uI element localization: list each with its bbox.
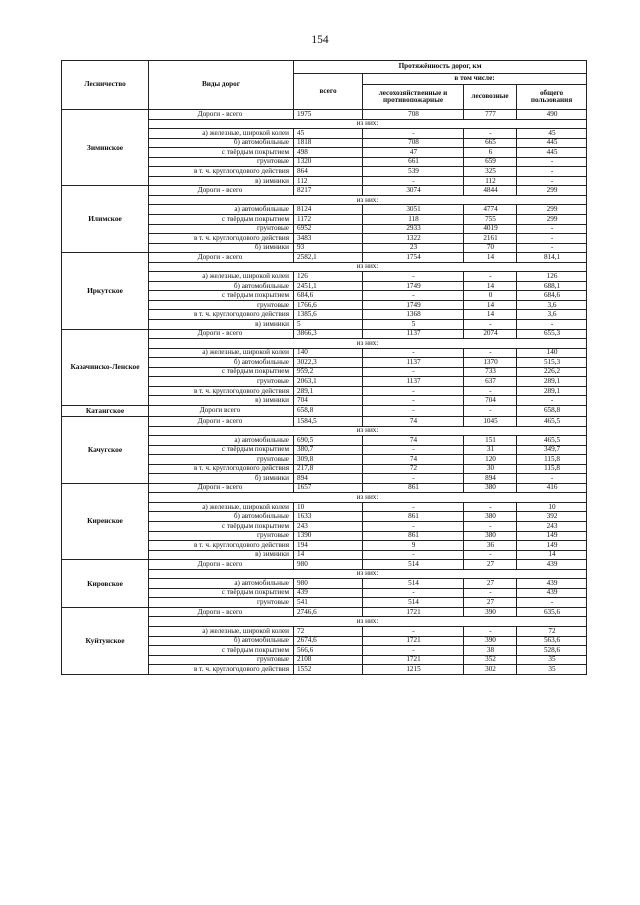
value-total: 1818 [294, 138, 363, 148]
value-forest-fire: 1322 [363, 234, 464, 244]
table-row [62, 607, 587, 617]
value-total: 684,6 [294, 291, 363, 301]
forestry-name: Иркутское [62, 253, 149, 329]
value-public: 349,7 [517, 445, 587, 455]
value-public: 528,6 [517, 646, 587, 656]
value-public: 72 [517, 626, 587, 636]
road-type-label: б) автомобильные [149, 358, 294, 368]
value-total: 566,6 [294, 646, 363, 656]
value-total: 1657 [294, 483, 363, 493]
value-public: - [517, 176, 587, 186]
value-forest-fire: 514 [363, 579, 464, 589]
value-forest-removal: 31 [464, 445, 517, 455]
value-public: 515,3 [517, 358, 587, 368]
value-public: 35 [517, 665, 587, 675]
value-forest-fire: - [363, 405, 464, 416]
page-number: 154 [311, 34, 329, 46]
value-total: 243 [294, 521, 363, 531]
value-total: 2582,1 [294, 253, 363, 263]
value-forest-fire: - [363, 129, 464, 139]
value-public: 299 [517, 205, 587, 215]
subheader-of-which: из них: [149, 262, 587, 272]
value-forest-removal: 30 [464, 464, 517, 474]
table-row [62, 186, 587, 196]
value-forest-fire: 1721 [363, 607, 464, 617]
value-forest-removal: 4019 [464, 224, 517, 234]
value-public: 35 [517, 655, 587, 665]
value-forest-removal: - [464, 272, 517, 282]
value-forest-removal: 733 [464, 367, 517, 377]
value-forest-fire: - [363, 176, 464, 186]
value-total: 5 [294, 320, 363, 330]
road-type-label: а) железные, широкой колеи [149, 626, 294, 636]
road-type-label: Дороги - всего [149, 416, 294, 426]
road-type-label: грунтовые [149, 157, 294, 167]
value-forest-removal: 380 [464, 512, 517, 522]
road-type-label: а) железные, широкой колеи [149, 502, 294, 512]
value-forest-removal: 637 [464, 377, 517, 387]
value-forest-removal: 1370 [464, 358, 517, 368]
value-public: 115,8 [517, 455, 587, 465]
road-type-label: б) автомобильные [149, 281, 294, 291]
road-type-label: с твёрдым покрытием [149, 148, 294, 158]
road-type-label: Дороги - всего [149, 110, 294, 120]
value-total: 309,8 [294, 455, 363, 465]
header-public: общего пользования [517, 85, 587, 110]
value-public: 149 [517, 531, 587, 541]
value-forest-removal: 27 [464, 598, 517, 608]
value-forest-fire: 861 [363, 512, 464, 522]
value-public: 563,6 [517, 636, 587, 646]
value-public: - [517, 234, 587, 244]
value-forest-fire: - [363, 445, 464, 455]
value-forest-removal: 2074 [464, 329, 517, 339]
value-forest-removal: 0 [464, 291, 517, 301]
value-forest-removal: 4774 [464, 205, 517, 215]
subheader-of-which: из них: [149, 426, 587, 436]
value-public: - [517, 224, 587, 234]
value-forest-fire: - [363, 502, 464, 512]
value-forest-removal: 38 [464, 646, 517, 656]
forestry-name: Казачинско-Ленское [62, 329, 149, 405]
value-total: 439 [294, 588, 363, 598]
road-type-label: в т. ч. круглогодового действия [149, 310, 294, 320]
road-type-label: с твёрдым покрытием [149, 215, 294, 225]
value-public: 14 [517, 550, 587, 560]
value-total: 1633 [294, 512, 363, 522]
value-public: 635,6 [517, 607, 587, 617]
value-forest-fire: 1754 [363, 253, 464, 263]
road-type-label: Дороги - всего [149, 329, 294, 339]
value-forest-removal: 27 [464, 560, 517, 570]
value-public: 140 [517, 348, 587, 358]
subheader-of-which: из них: [149, 339, 587, 349]
road-type-label: Дороги - всего [149, 560, 294, 570]
value-public: 439 [517, 560, 587, 570]
value-public: 289,1 [517, 386, 587, 396]
value-total: 1584,5 [294, 416, 363, 426]
value-public: 3,6 [517, 310, 587, 320]
road-type-label: с твёрдым покрытием [149, 521, 294, 531]
forestry-name: Качугское [62, 416, 149, 483]
value-forest-removal: 120 [464, 455, 517, 465]
value-forest-removal: 36 [464, 541, 517, 551]
value-forest-removal: 325 [464, 167, 517, 177]
road-type-label: грунтовые [149, 300, 294, 310]
value-total: 1385,6 [294, 310, 363, 320]
road-type-label: в т. ч. круглогодового действия [149, 386, 294, 396]
road-type-label: с твёрдым покрытием [149, 291, 294, 301]
value-total: 217,8 [294, 464, 363, 474]
road-type-label: в т. ч. круглогодового действия [149, 234, 294, 244]
value-forest-removal: - [464, 320, 517, 330]
road-type-label: в т. ч. круглогодового действия [149, 665, 294, 675]
forestry-name: Киренское [62, 483, 149, 559]
value-total: 8217 [294, 186, 363, 196]
value-total: 380,7 [294, 445, 363, 455]
value-total: 72 [294, 626, 363, 636]
value-forest-fire: 708 [363, 138, 464, 148]
header-forestry: Лесничество [62, 61, 149, 110]
value-forest-fire: 1368 [363, 310, 464, 320]
road-type-label: грунтовые [149, 598, 294, 608]
value-public: 814,1 [517, 253, 587, 263]
value-forest-fire: 72 [363, 464, 464, 474]
value-forest-fire: 118 [363, 215, 464, 225]
value-forest-removal: 151 [464, 436, 517, 446]
value-public: - [517, 474, 587, 484]
value-forest-fire: 1749 [363, 281, 464, 291]
value-public: 439 [517, 588, 587, 598]
value-total: 2108 [294, 655, 363, 665]
value-forest-fire: 1215 [363, 665, 464, 675]
value-public: 445 [517, 138, 587, 148]
subheader-of-which: из них: [149, 119, 587, 129]
value-forest-fire: - [363, 550, 464, 560]
value-forest-removal: 777 [464, 110, 517, 120]
value-public: - [517, 157, 587, 167]
value-forest-fire: 708 [363, 110, 464, 120]
value-forest-fire: 1749 [363, 300, 464, 310]
road-type-label: а) железные, широкой колеи [149, 348, 294, 358]
road-type-label: в) зимники [149, 176, 294, 186]
value-total: 2674,6 [294, 636, 363, 646]
value-total: 2063,1 [294, 377, 363, 387]
subheader-of-which: из них: [149, 569, 587, 579]
value-public: 243 [517, 521, 587, 531]
value-forest-removal: 659 [464, 157, 517, 167]
value-total: 1975 [294, 110, 363, 120]
value-forest-removal: 27 [464, 579, 517, 589]
road-type-label: Дороги всего [149, 405, 294, 416]
value-total: 112 [294, 176, 363, 186]
road-type-label: а) автомобильные [149, 579, 294, 589]
value-total: 6952 [294, 224, 363, 234]
value-total: 3866,3 [294, 329, 363, 339]
value-forest-fire: 1137 [363, 377, 464, 387]
value-public: - [517, 243, 587, 253]
value-forest-removal: 302 [464, 665, 517, 675]
header-forest-fire: лесохозяйственные и противопожарные [363, 85, 464, 110]
value-forest-removal: 894 [464, 474, 517, 484]
road-type-label: Дороги - всего [149, 186, 294, 196]
road-type-label: Дороги - всего [149, 607, 294, 617]
value-public: 416 [517, 483, 587, 493]
value-forest-fire: 2933 [363, 224, 464, 234]
value-total: 3022,3 [294, 358, 363, 368]
value-public: - [517, 598, 587, 608]
value-public: 439 [517, 579, 587, 589]
value-forest-fire: 5 [363, 320, 464, 330]
value-total: 1320 [294, 157, 363, 167]
road-type-label: б) автомобильные [149, 138, 294, 148]
value-forest-fire: - [363, 291, 464, 301]
value-public: 149 [517, 541, 587, 551]
header-road-types: Виды дорог [149, 61, 294, 110]
value-forest-fire: 74 [363, 436, 464, 446]
value-total: 2451,1 [294, 281, 363, 291]
header-including: в том числе: [363, 74, 587, 85]
value-total: 289,1 [294, 386, 363, 396]
road-type-label: Дороги - всего [149, 253, 294, 263]
value-forest-removal: 755 [464, 215, 517, 225]
value-forest-fire: 1137 [363, 358, 464, 368]
value-forest-fire: 3051 [363, 205, 464, 215]
value-total: 1552 [294, 665, 363, 675]
value-public: 3,6 [517, 300, 587, 310]
value-total: 8124 [294, 205, 363, 215]
value-forest-fire: - [363, 396, 464, 406]
value-forest-fire: 514 [363, 598, 464, 608]
road-type-label: с твёрдым покрытием [149, 445, 294, 455]
header-length: Протяжённость дорог, км [294, 61, 587, 74]
value-total: 10 [294, 502, 363, 512]
road-type-label: грунтовые [149, 377, 294, 387]
value-public: 126 [517, 272, 587, 282]
value-public: 299 [517, 186, 587, 196]
subheader-of-which: из них: [149, 493, 587, 503]
value-total: 498 [294, 148, 363, 158]
value-forest-fire: 661 [363, 157, 464, 167]
value-forest-fire: 539 [363, 167, 464, 177]
road-type-label: в) зимники [149, 320, 294, 330]
value-forest-removal: 70 [464, 243, 517, 253]
value-total: 2746,6 [294, 607, 363, 617]
road-type-label: в т. ч. круглогодового действия [149, 464, 294, 474]
road-type-label: грунтовые [149, 655, 294, 665]
value-public: 45 [517, 129, 587, 139]
table-row [62, 110, 587, 120]
value-forest-removal: 390 [464, 636, 517, 646]
value-total: 126 [294, 272, 363, 282]
value-total: 980 [294, 579, 363, 589]
value-forest-removal: 380 [464, 483, 517, 493]
value-forest-fire: 1721 [363, 655, 464, 665]
value-forest-removal: 1045 [464, 416, 517, 426]
value-forest-removal: - [464, 588, 517, 598]
value-total: 658,8 [294, 405, 363, 416]
road-type-label: с твёрдым покрытием [149, 588, 294, 598]
forestry-name: Катангское [62, 405, 149, 416]
value-total: 980 [294, 560, 363, 570]
value-forest-fire: 47 [363, 148, 464, 158]
road-type-label: грунтовые [149, 531, 294, 541]
value-public: 299 [517, 215, 587, 225]
road-type-label: а) автомобильные [149, 205, 294, 215]
value-forest-removal: 6 [464, 148, 517, 158]
value-public: 289,1 [517, 377, 587, 387]
value-forest-fire: 9 [363, 541, 464, 551]
value-total: 541 [294, 598, 363, 608]
value-forest-fire: - [363, 386, 464, 396]
value-forest-removal: - [464, 502, 517, 512]
value-forest-removal: 4844 [464, 186, 517, 196]
value-forest-removal: - [464, 386, 517, 396]
value-total: 690,5 [294, 436, 363, 446]
value-total: 194 [294, 541, 363, 551]
value-forest-fire: 1137 [363, 329, 464, 339]
table-body [62, 110, 587, 675]
value-total: 959,2 [294, 367, 363, 377]
value-forest-removal: - [464, 348, 517, 358]
value-total: 1766,6 [294, 300, 363, 310]
road-type-label: б) автомобильные [149, 512, 294, 522]
value-total: 1390 [294, 531, 363, 541]
value-public: 226,2 [517, 367, 587, 377]
table-row [62, 253, 587, 263]
value-forest-removal: 112 [464, 176, 517, 186]
forestry-name: Илимское [62, 186, 149, 253]
road-type-label: б) автомобильные [149, 636, 294, 646]
road-type-label: а) автомобильные [149, 436, 294, 446]
value-forest-fire: 514 [363, 560, 464, 570]
value-forest-fire: - [363, 588, 464, 598]
value-forest-removal: - [464, 550, 517, 560]
value-public: 392 [517, 512, 587, 522]
value-public: 10 [517, 502, 587, 512]
value-forest-fire: - [363, 646, 464, 656]
road-type-label: грунтовые [149, 455, 294, 465]
forestry-name: Куйтунское [62, 607, 149, 674]
value-forest-removal: 665 [464, 138, 517, 148]
value-total: 3483 [294, 234, 363, 244]
forestry-name: Кировское [62, 560, 149, 608]
value-forest-fire: 1721 [363, 636, 464, 646]
subheader-of-which: из них: [149, 617, 587, 627]
value-public: 465,5 [517, 416, 587, 426]
value-public: 465,5 [517, 436, 587, 446]
value-public: 490 [517, 110, 587, 120]
value-forest-removal: 380 [464, 531, 517, 541]
value-forest-fire: 861 [363, 531, 464, 541]
value-forest-removal: 14 [464, 281, 517, 291]
subheader-of-which: из них: [149, 195, 587, 205]
road-type-label: б) зимники [149, 243, 294, 253]
value-forest-fire: - [363, 348, 464, 358]
value-public: 688,1 [517, 281, 587, 291]
value-public: 658,8 [517, 405, 587, 416]
value-forest-fire: 861 [363, 483, 464, 493]
table-header [62, 61, 587, 110]
value-forest-fire: - [363, 521, 464, 531]
table-row [62, 560, 587, 570]
road-type-label: с твёрдым покрытием [149, 367, 294, 377]
value-forest-fire: 3074 [363, 186, 464, 196]
value-total: 864 [294, 167, 363, 177]
forestry-name: Зиминское [62, 110, 149, 186]
value-forest-fire: - [363, 626, 464, 636]
value-public: 684,6 [517, 291, 587, 301]
road-type-label: с твёрдым покрытием [149, 646, 294, 656]
value-forest-removal: 390 [464, 607, 517, 617]
value-public: 655,3 [517, 329, 587, 339]
road-type-label: в т. ч. круглогодового действия [149, 167, 294, 177]
value-forest-removal: - [464, 521, 517, 531]
value-forest-removal: 2161 [464, 234, 517, 244]
value-total: 45 [294, 129, 363, 139]
value-total: 894 [294, 474, 363, 484]
value-forest-removal: - [464, 129, 517, 139]
road-type-label: в) зимники [149, 550, 294, 560]
value-forest-fire: - [363, 272, 464, 282]
value-total: 140 [294, 348, 363, 358]
value-total: 93 [294, 243, 363, 253]
value-forest-removal: 704 [464, 396, 517, 406]
value-forest-fire: 74 [363, 455, 464, 465]
value-public: 115,8 [517, 464, 587, 474]
road-type-label: Дороги - всего [149, 483, 294, 493]
value-total: 704 [294, 396, 363, 406]
value-public: - [517, 167, 587, 177]
road-type-label: в) зимники [149, 396, 294, 406]
road-type-label: б) зимники [149, 474, 294, 484]
road-type-label: а) железные, широкой колеи [149, 272, 294, 282]
table-row [62, 329, 587, 339]
header-total: всего [294, 74, 363, 110]
roads-table [61, 60, 587, 675]
value-public: - [517, 320, 587, 330]
road-type-label: грунтовые [149, 224, 294, 234]
table-row [62, 416, 587, 426]
value-forest-removal: 352 [464, 655, 517, 665]
value-forest-removal: - [464, 405, 517, 416]
value-forest-removal: - [464, 626, 517, 636]
road-type-label: в т. ч. круглогодового действия [149, 541, 294, 551]
value-forest-fire: - [363, 367, 464, 377]
road-type-label: а) железные, широкой колеи [149, 129, 294, 139]
value-forest-removal: 14 [464, 253, 517, 263]
table-row [62, 405, 587, 416]
value-forest-removal: 14 [464, 300, 517, 310]
header-forest-removal: лесовозные [464, 85, 517, 110]
value-public: - [517, 396, 587, 406]
value-forest-fire: 23 [363, 243, 464, 253]
value-forest-fire: 74 [363, 416, 464, 426]
value-total: 14 [294, 550, 363, 560]
table-row [62, 483, 587, 493]
value-forest-removal: 14 [464, 310, 517, 320]
value-public: 445 [517, 148, 587, 158]
value-total: 1172 [294, 215, 363, 225]
value-forest-fire: - [363, 474, 464, 484]
